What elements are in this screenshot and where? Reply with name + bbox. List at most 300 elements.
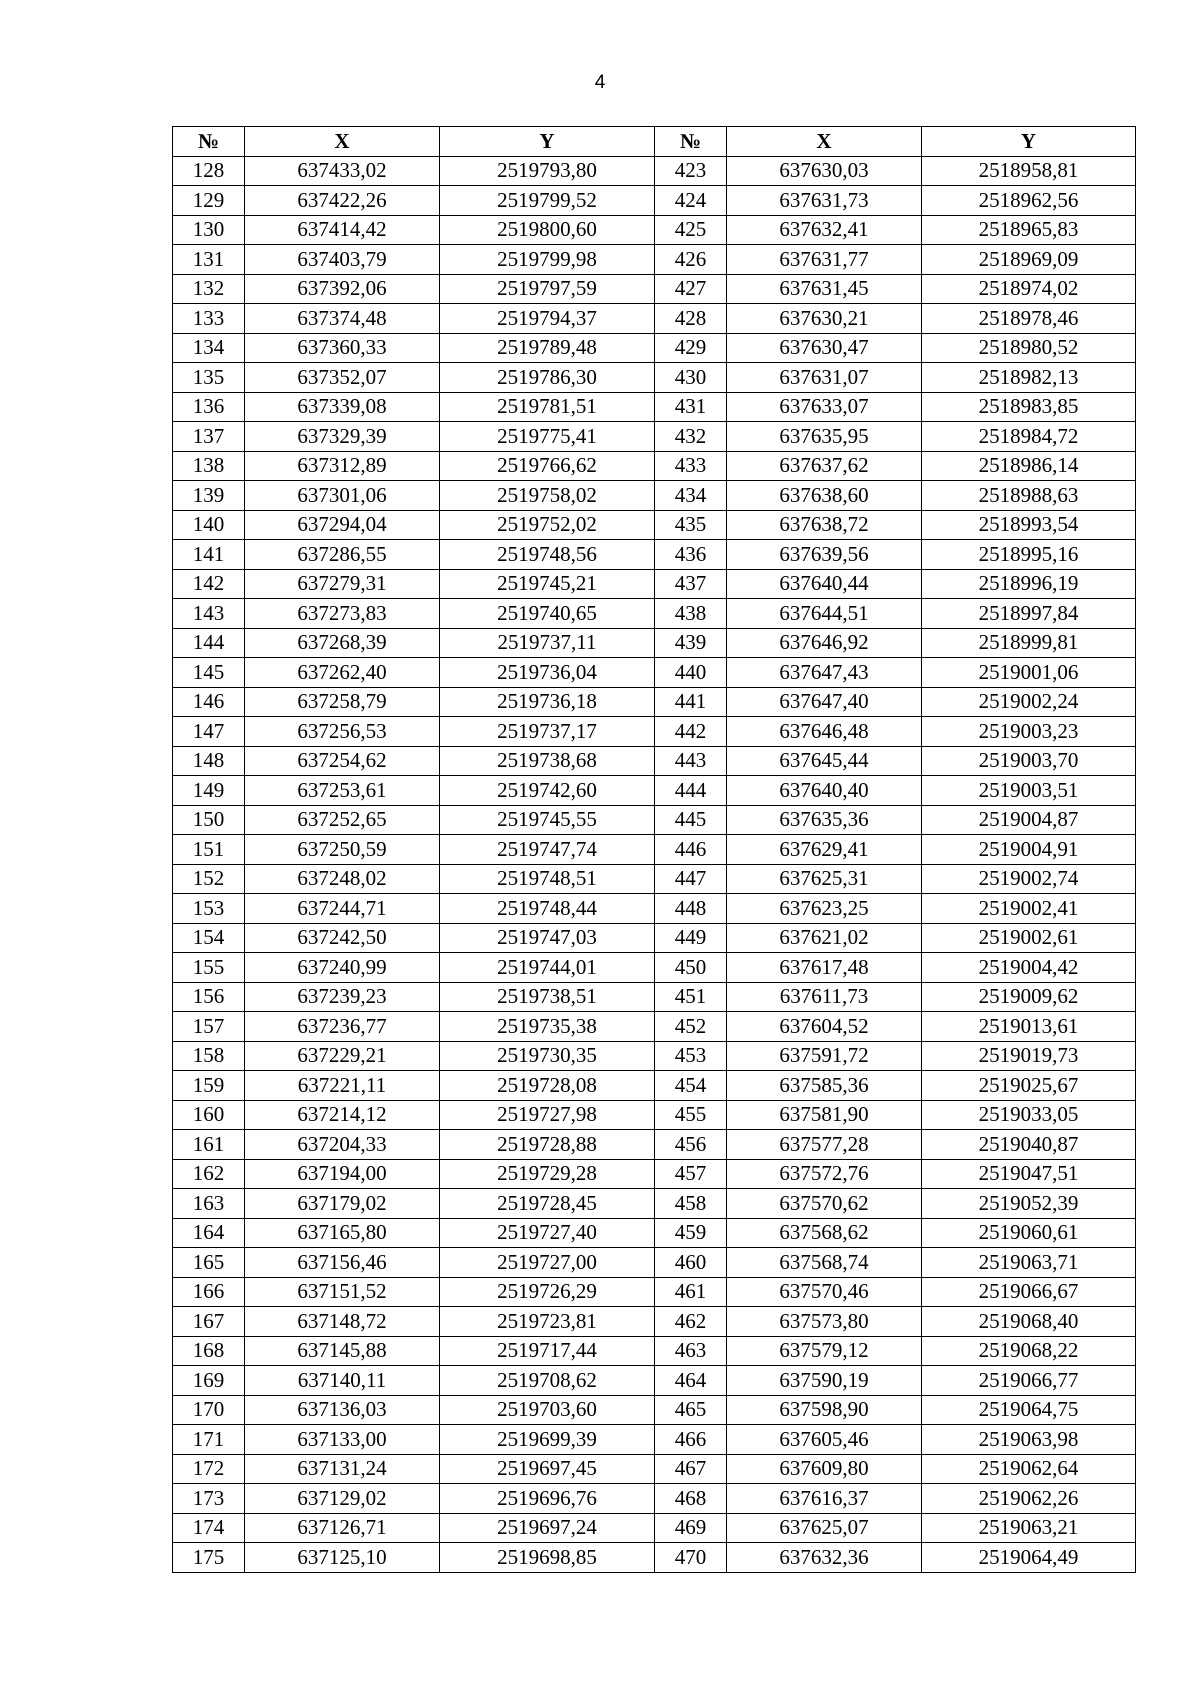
table-row: [173, 1425, 1136, 1455]
point-number-left-cell: 170: [173, 1395, 245, 1425]
table-row: [173, 776, 1136, 806]
x-left-cell: 637242,50: [245, 923, 440, 953]
x-right-cell: 637638,72: [727, 510, 922, 540]
table-row: [173, 1307, 1136, 1337]
point-number-right-cell: 425: [655, 215, 727, 245]
point-number-right-cell: 464: [655, 1366, 727, 1396]
table-row: [173, 687, 1136, 717]
point-number-right-cell: 432: [655, 422, 727, 452]
point-number-left-cell: 174: [173, 1513, 245, 1543]
table-row: [173, 1159, 1136, 1189]
point-number-right-cell: 434: [655, 481, 727, 511]
y-left-cell: 2519735,38: [440, 1012, 655, 1042]
point-number-right-cell: 424: [655, 186, 727, 216]
point-number-right-cell: 447: [655, 864, 727, 894]
y-right-cell: 2518984,72: [922, 422, 1136, 452]
header-y-left: Y: [440, 127, 655, 157]
x-left-cell: 637279,31: [245, 569, 440, 599]
point-number-right-cell: 469: [655, 1513, 727, 1543]
table-row: [173, 1130, 1136, 1160]
point-number-right-cell: 462: [655, 1307, 727, 1337]
point-number-right-cell: 452: [655, 1012, 727, 1042]
x-left-cell: 637204,33: [245, 1130, 440, 1160]
table-row: [173, 894, 1136, 924]
point-number-right-cell: 446: [655, 835, 727, 865]
x-right-cell: 637630,21: [727, 304, 922, 334]
y-right-cell: 2518988,63: [922, 481, 1136, 511]
point-number-left-cell: 160: [173, 1100, 245, 1130]
x-left-cell: 637248,02: [245, 864, 440, 894]
point-number-left-cell: 169: [173, 1366, 245, 1396]
point-number-right-cell: 441: [655, 687, 727, 717]
y-right-cell: 2519063,71: [922, 1248, 1136, 1278]
header-x-left: X: [245, 127, 440, 157]
y-left-cell: 2519727,00: [440, 1248, 655, 1278]
point-number-right-cell: 439: [655, 628, 727, 658]
y-right-cell: 2519019,73: [922, 1041, 1136, 1071]
point-number-right-cell: 460: [655, 1248, 727, 1278]
table-row: [173, 1395, 1136, 1425]
y-right-cell: 2519004,91: [922, 835, 1136, 865]
point-number-left-cell: 134: [173, 333, 245, 363]
y-left-cell: 2519793,80: [440, 156, 655, 186]
point-number-right-cell: 426: [655, 245, 727, 275]
point-number-left-cell: 140: [173, 510, 245, 540]
y-left-cell: 2519747,74: [440, 835, 655, 865]
x-left-cell: 637145,88: [245, 1336, 440, 1366]
x-right-cell: 637617,48: [727, 953, 922, 983]
point-number-left-cell: 148: [173, 746, 245, 776]
table-row: [173, 392, 1136, 422]
x-left-cell: 637179,02: [245, 1189, 440, 1219]
table-row: [173, 835, 1136, 865]
point-number-left-cell: 142: [173, 569, 245, 599]
x-left-cell: 637403,79: [245, 245, 440, 275]
table-row: [173, 1041, 1136, 1071]
y-right-cell: 2518962,56: [922, 186, 1136, 216]
y-left-cell: 2519745,55: [440, 805, 655, 835]
y-right-cell: 2518996,19: [922, 569, 1136, 599]
x-left-cell: 637129,02: [245, 1484, 440, 1514]
x-left-cell: 637414,42: [245, 215, 440, 245]
coordinates-table: [172, 126, 1136, 1573]
x-left-cell: 637125,10: [245, 1543, 440, 1573]
y-left-cell: 2519744,01: [440, 953, 655, 983]
y-left-cell: 2519708,62: [440, 1366, 655, 1396]
x-left-cell: 637239,23: [245, 982, 440, 1012]
x-left-cell: 637229,21: [245, 1041, 440, 1071]
table-row: [173, 658, 1136, 688]
point-number-left-cell: 164: [173, 1218, 245, 1248]
y-left-cell: 2519729,28: [440, 1159, 655, 1189]
point-number-left-cell: 161: [173, 1130, 245, 1160]
table-row: [173, 363, 1136, 393]
x-right-cell: 637572,76: [727, 1159, 922, 1189]
y-left-cell: 2519758,02: [440, 481, 655, 511]
y-right-cell: 2518999,81: [922, 628, 1136, 658]
point-number-right-cell: 470: [655, 1543, 727, 1573]
y-right-cell: 2518983,85: [922, 392, 1136, 422]
y-left-cell: 2519737,17: [440, 717, 655, 747]
table-row: [173, 274, 1136, 304]
point-number-right-cell: 443: [655, 746, 727, 776]
point-number-right-cell: 427: [655, 274, 727, 304]
x-left-cell: 637140,11: [245, 1366, 440, 1396]
x-left-cell: 637250,59: [245, 835, 440, 865]
point-number-left-cell: 156: [173, 982, 245, 1012]
point-number-left-cell: 129: [173, 186, 245, 216]
y-left-cell: 2519728,45: [440, 1189, 655, 1219]
table-row: [173, 864, 1136, 894]
point-number-left-cell: 155: [173, 953, 245, 983]
y-left-cell: 2519727,40: [440, 1218, 655, 1248]
table-row: [173, 805, 1136, 835]
y-right-cell: 2519066,67: [922, 1277, 1136, 1307]
x-right-cell: 637579,12: [727, 1336, 922, 1366]
table-row: [173, 1248, 1136, 1278]
y-right-cell: 2519068,40: [922, 1307, 1136, 1337]
table-row: [173, 186, 1136, 216]
y-left-cell: 2519766,62: [440, 451, 655, 481]
x-right-cell: 637630,03: [727, 156, 922, 186]
y-right-cell: 2519062,64: [922, 1454, 1136, 1484]
y-left-cell: 2519799,98: [440, 245, 655, 275]
x-right-cell: 637637,62: [727, 451, 922, 481]
table-row: [173, 510, 1136, 540]
table-row: [173, 982, 1136, 1012]
y-right-cell: 2519062,26: [922, 1484, 1136, 1514]
point-number-left-cell: 128: [173, 156, 245, 186]
x-left-cell: 637214,12: [245, 1100, 440, 1130]
x-right-cell: 637632,36: [727, 1543, 922, 1573]
point-number-left-cell: 137: [173, 422, 245, 452]
x-left-cell: 637194,00: [245, 1159, 440, 1189]
y-left-cell: 2519728,08: [440, 1071, 655, 1101]
point-number-left-cell: 132: [173, 274, 245, 304]
point-number-left-cell: 144: [173, 628, 245, 658]
table-row: [173, 540, 1136, 570]
y-left-cell: 2519775,41: [440, 422, 655, 452]
x-left-cell: 637301,06: [245, 481, 440, 511]
x-right-cell: 637621,02: [727, 923, 922, 953]
point-number-left-cell: 166: [173, 1277, 245, 1307]
point-number-right-cell: 457: [655, 1159, 727, 1189]
point-number-right-cell: 440: [655, 658, 727, 688]
x-right-cell: 637630,47: [727, 333, 922, 363]
point-number-left-cell: 159: [173, 1071, 245, 1101]
point-number-left-cell: 152: [173, 864, 245, 894]
table-row: [173, 245, 1136, 275]
table-row: [173, 628, 1136, 658]
point-number-left-cell: 150: [173, 805, 245, 835]
point-number-left-cell: 173: [173, 1484, 245, 1514]
x-right-cell: 637644,51: [727, 599, 922, 629]
x-left-cell: 637286,55: [245, 540, 440, 570]
y-left-cell: 2519786,30: [440, 363, 655, 393]
y-right-cell: 2519040,87: [922, 1130, 1136, 1160]
y-right-cell: 2519013,61: [922, 1012, 1136, 1042]
point-number-left-cell: 151: [173, 835, 245, 865]
x-right-cell: 637570,62: [727, 1189, 922, 1219]
y-right-cell: 2518986,14: [922, 451, 1136, 481]
y-left-cell: 2519717,44: [440, 1336, 655, 1366]
y-left-cell: 2519698,85: [440, 1543, 655, 1573]
y-left-cell: 2519747,03: [440, 923, 655, 953]
x-left-cell: 637244,71: [245, 894, 440, 924]
y-left-cell: 2519800,60: [440, 215, 655, 245]
x-right-cell: 637573,80: [727, 1307, 922, 1337]
point-number-left-cell: 158: [173, 1041, 245, 1071]
point-number-right-cell: 458: [655, 1189, 727, 1219]
y-right-cell: 2519068,22: [922, 1336, 1136, 1366]
x-right-cell: 637631,73: [727, 186, 922, 216]
y-right-cell: 2519001,06: [922, 658, 1136, 688]
point-number-right-cell: 468: [655, 1484, 727, 1514]
x-right-cell: 637570,46: [727, 1277, 922, 1307]
y-right-cell: 2519025,67: [922, 1071, 1136, 1101]
y-left-cell: 2519748,51: [440, 864, 655, 894]
y-left-cell: 2519740,65: [440, 599, 655, 629]
y-right-cell: 2519002,61: [922, 923, 1136, 953]
y-right-cell: 2519009,62: [922, 982, 1136, 1012]
x-right-cell: 637629,41: [727, 835, 922, 865]
table-row: [173, 1189, 1136, 1219]
x-right-cell: 637605,46: [727, 1425, 922, 1455]
point-number-right-cell: 435: [655, 510, 727, 540]
x-left-cell: 637221,11: [245, 1071, 440, 1101]
x-left-cell: 637136,03: [245, 1395, 440, 1425]
x-left-cell: 637294,04: [245, 510, 440, 540]
point-number-right-cell: 436: [655, 540, 727, 570]
y-right-cell: 2519064,75: [922, 1395, 1136, 1425]
y-right-cell: 2519002,74: [922, 864, 1136, 894]
x-left-cell: 637360,33: [245, 333, 440, 363]
point-number-right-cell: 456: [655, 1130, 727, 1160]
y-left-cell: 2519727,98: [440, 1100, 655, 1130]
x-right-cell: 637590,19: [727, 1366, 922, 1396]
point-number-left-cell: 153: [173, 894, 245, 924]
table-row: [173, 1513, 1136, 1543]
point-number-left-cell: 157: [173, 1012, 245, 1042]
x-right-cell: 637640,44: [727, 569, 922, 599]
point-number-left-cell: 167: [173, 1307, 245, 1337]
y-right-cell: 2519033,05: [922, 1100, 1136, 1130]
y-right-cell: 2519003,51: [922, 776, 1136, 806]
header-x-right: X: [727, 127, 922, 157]
y-right-cell: 2518995,16: [922, 540, 1136, 570]
x-right-cell: 637635,95: [727, 422, 922, 452]
point-number-right-cell: 444: [655, 776, 727, 806]
point-number-left-cell: 165: [173, 1248, 245, 1278]
x-right-cell: 637591,72: [727, 1041, 922, 1071]
y-right-cell: 2518997,84: [922, 599, 1136, 629]
y-left-cell: 2519738,51: [440, 982, 655, 1012]
y-left-cell: 2519726,29: [440, 1277, 655, 1307]
y-right-cell: 2518974,02: [922, 274, 1136, 304]
y-right-cell: 2518980,52: [922, 333, 1136, 363]
y-left-cell: 2519737,11: [440, 628, 655, 658]
point-number-right-cell: 459: [655, 1218, 727, 1248]
x-right-cell: 637639,56: [727, 540, 922, 570]
table-row: [173, 333, 1136, 363]
y-left-cell: 2519742,60: [440, 776, 655, 806]
y-left-cell: 2519699,39: [440, 1425, 655, 1455]
x-right-cell: 637646,48: [727, 717, 922, 747]
table-row: [173, 1366, 1136, 1396]
y-left-cell: 2519781,51: [440, 392, 655, 422]
x-right-cell: 637611,73: [727, 982, 922, 1012]
x-left-cell: 637133,00: [245, 1425, 440, 1455]
point-number-left-cell: 175: [173, 1543, 245, 1573]
y-left-cell: 2519728,88: [440, 1130, 655, 1160]
table-row: [173, 717, 1136, 747]
x-right-cell: 637645,44: [727, 746, 922, 776]
y-left-cell: 2519748,56: [440, 540, 655, 570]
x-left-cell: 637236,77: [245, 1012, 440, 1042]
x-right-cell: 637633,07: [727, 392, 922, 422]
table-row: [173, 451, 1136, 481]
point-number-right-cell: 429: [655, 333, 727, 363]
table-row: [173, 569, 1136, 599]
y-left-cell: 2519738,68: [440, 746, 655, 776]
point-number-left-cell: 162: [173, 1159, 245, 1189]
point-number-left-cell: 163: [173, 1189, 245, 1219]
y-left-cell: 2519696,76: [440, 1484, 655, 1514]
x-right-cell: 637631,77: [727, 245, 922, 275]
point-number-left-cell: 145: [173, 658, 245, 688]
y-left-cell: 2519697,24: [440, 1513, 655, 1543]
point-number-left-cell: 147: [173, 717, 245, 747]
table-row: [173, 1543, 1136, 1573]
header-y-right: Y: [922, 127, 1136, 157]
y-right-cell: 2518993,54: [922, 510, 1136, 540]
x-right-cell: 637568,74: [727, 1248, 922, 1278]
x-right-cell: 637581,90: [727, 1100, 922, 1130]
x-right-cell: 637646,92: [727, 628, 922, 658]
y-right-cell: 2519060,61: [922, 1218, 1136, 1248]
x-right-cell: 637638,60: [727, 481, 922, 511]
point-number-right-cell: 428: [655, 304, 727, 334]
x-left-cell: 637374,48: [245, 304, 440, 334]
x-left-cell: 637329,39: [245, 422, 440, 452]
point-number-left-cell: 130: [173, 215, 245, 245]
table-row: [173, 1484, 1136, 1514]
x-left-cell: 637352,07: [245, 363, 440, 393]
table-row: [173, 746, 1136, 776]
x-left-cell: 637258,79: [245, 687, 440, 717]
point-number-left-cell: 168: [173, 1336, 245, 1366]
y-left-cell: 2519697,45: [440, 1454, 655, 1484]
point-number-right-cell: 463: [655, 1336, 727, 1366]
x-left-cell: 637433,02: [245, 156, 440, 186]
y-left-cell: 2519799,52: [440, 186, 655, 216]
x-right-cell: 637631,07: [727, 363, 922, 393]
table-row: [173, 1336, 1136, 1366]
x-right-cell: 637598,90: [727, 1395, 922, 1425]
point-number-right-cell: 465: [655, 1395, 727, 1425]
y-right-cell: 2519004,42: [922, 953, 1136, 983]
x-left-cell: 637252,65: [245, 805, 440, 835]
point-number-right-cell: 466: [655, 1425, 727, 1455]
point-number-right-cell: 449: [655, 923, 727, 953]
point-number-left-cell: 143: [173, 599, 245, 629]
page-number: 4: [594, 72, 606, 93]
point-number-left-cell: 154: [173, 923, 245, 953]
point-number-right-cell: 430: [655, 363, 727, 393]
y-left-cell: 2519748,44: [440, 894, 655, 924]
y-right-cell: 2519052,39: [922, 1189, 1136, 1219]
x-right-cell: 637609,80: [727, 1454, 922, 1484]
x-right-cell: 637640,40: [727, 776, 922, 806]
point-number-left-cell: 135: [173, 363, 245, 393]
point-number-left-cell: 146: [173, 687, 245, 717]
y-right-cell: 2519066,77: [922, 1366, 1136, 1396]
table-row: [173, 304, 1136, 334]
table-row: [173, 1454, 1136, 1484]
point-number-right-cell: 461: [655, 1277, 727, 1307]
y-right-cell: 2518982,13: [922, 363, 1136, 393]
header-number-left: №: [173, 127, 245, 157]
x-left-cell: 637256,53: [245, 717, 440, 747]
y-left-cell: 2519789,48: [440, 333, 655, 363]
point-number-right-cell: 431: [655, 392, 727, 422]
point-number-left-cell: 131: [173, 245, 245, 275]
x-left-cell: 637268,39: [245, 628, 440, 658]
point-number-right-cell: 453: [655, 1041, 727, 1071]
x-left-cell: 637312,89: [245, 451, 440, 481]
x-left-cell: 637422,26: [245, 186, 440, 216]
x-right-cell: 637625,31: [727, 864, 922, 894]
x-right-cell: 637604,52: [727, 1012, 922, 1042]
table-row: [173, 481, 1136, 511]
y-left-cell: 2519752,02: [440, 510, 655, 540]
point-number-left-cell: 149: [173, 776, 245, 806]
x-left-cell: 637156,46: [245, 1248, 440, 1278]
y-right-cell: 2519064,49: [922, 1543, 1136, 1573]
point-number-right-cell: 451: [655, 982, 727, 1012]
x-right-cell: 637631,45: [727, 274, 922, 304]
table-row: [173, 923, 1136, 953]
point-number-left-cell: 171: [173, 1425, 245, 1455]
x-right-cell: 637616,37: [727, 1484, 922, 1514]
y-right-cell: 2519003,70: [922, 746, 1136, 776]
point-number-left-cell: 172: [173, 1454, 245, 1484]
x-left-cell: 637126,71: [245, 1513, 440, 1543]
point-number-right-cell: 445: [655, 805, 727, 835]
x-right-cell: 637632,41: [727, 215, 922, 245]
x-right-cell: 637585,36: [727, 1071, 922, 1101]
table-row: [173, 1071, 1136, 1101]
x-right-cell: 637625,07: [727, 1513, 922, 1543]
y-right-cell: 2519002,24: [922, 687, 1136, 717]
y-right-cell: 2519002,41: [922, 894, 1136, 924]
table-row: [173, 215, 1136, 245]
table-row: [173, 1012, 1136, 1042]
y-left-cell: 2519703,60: [440, 1395, 655, 1425]
table-row: [173, 1100, 1136, 1130]
x-right-cell: 637623,25: [727, 894, 922, 924]
x-right-cell: 637647,43: [727, 658, 922, 688]
x-left-cell: 637339,08: [245, 392, 440, 422]
point-number-left-cell: 141: [173, 540, 245, 570]
point-number-right-cell: 423: [655, 156, 727, 186]
point-number-left-cell: 136: [173, 392, 245, 422]
y-left-cell: 2519797,59: [440, 274, 655, 304]
table-row: [173, 422, 1136, 452]
y-left-cell: 2519794,37: [440, 304, 655, 334]
x-left-cell: 637131,24: [245, 1454, 440, 1484]
point-number-left-cell: 139: [173, 481, 245, 511]
